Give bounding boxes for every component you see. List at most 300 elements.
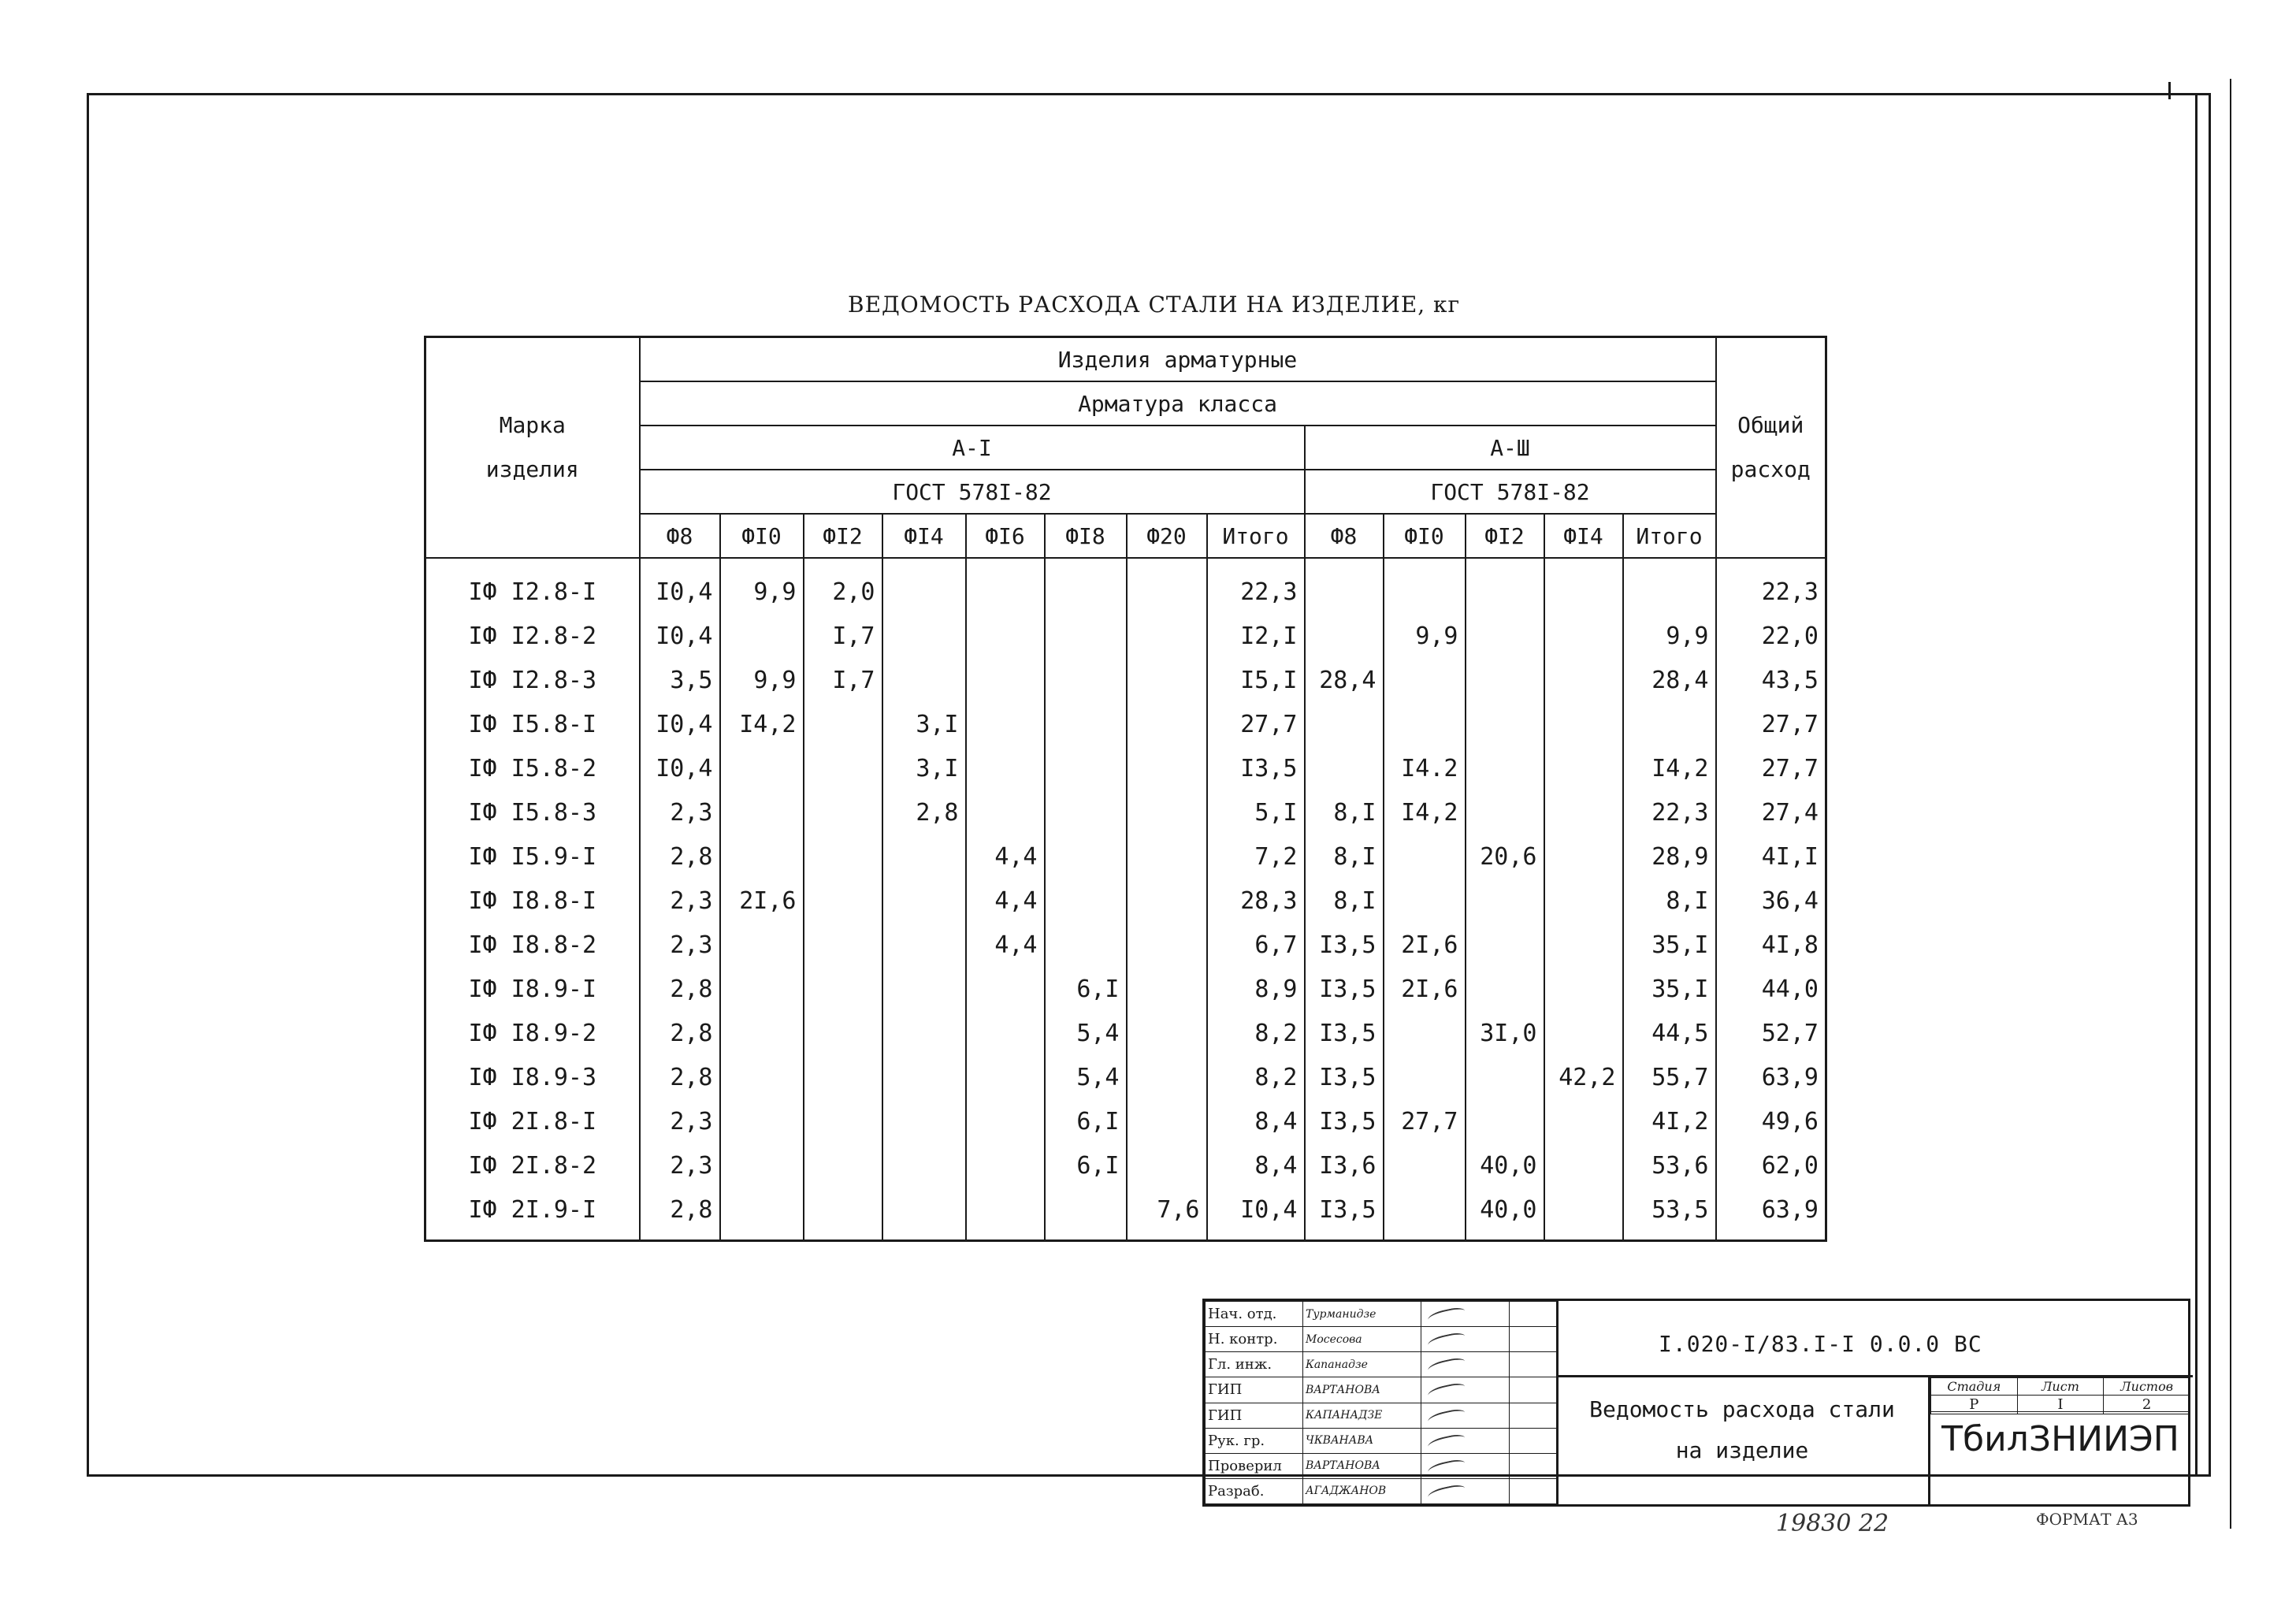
table-cell [1127, 1055, 1207, 1099]
table-cell: I3,5 [1305, 1187, 1384, 1241]
table-cell [1544, 790, 1623, 834]
table-cell: 3,I [882, 702, 966, 746]
table-cell: 2,8 [640, 967, 720, 1011]
table-cell [1127, 702, 1207, 746]
table-cell: 49,6 [1716, 1099, 1826, 1143]
diameter-header: ФI4 [1544, 514, 1623, 558]
table-cell: 28,4 [1623, 658, 1716, 702]
mark-cell: IФ I5.8-2 [425, 746, 640, 790]
table-cell [1544, 967, 1623, 1011]
table-cell [1127, 834, 1207, 879]
table-cell [804, 923, 882, 967]
table-cell [804, 1011, 882, 1055]
table-cell [966, 658, 1045, 702]
table-cell: 2,8 [640, 834, 720, 879]
table-cell [882, 834, 966, 879]
table-cell: 9,9 [1623, 614, 1716, 658]
table-cell: I4,2 [1384, 790, 1466, 834]
table-cell: I0,4 [1207, 1187, 1305, 1241]
table-cell: 63,9 [1716, 1055, 1826, 1099]
table-cell: 5,4 [1045, 1011, 1127, 1055]
table-cell: 2,8 [640, 1187, 720, 1241]
table-cell: I3,5 [1305, 967, 1384, 1011]
table-cell: 5,4 [1045, 1055, 1127, 1099]
table-cell: 22,3 [1623, 790, 1716, 834]
date-cell [1510, 1352, 1557, 1377]
table-cell [966, 967, 1045, 1011]
table-cell: I2,I [1207, 614, 1305, 658]
table-cell: 53,5 [1623, 1187, 1716, 1241]
table-cell: I4,2 [720, 702, 804, 746]
signer-role: ГИП [1206, 1377, 1303, 1403]
table-row [425, 790, 1826, 834]
signature-cell [1421, 1453, 1510, 1478]
table-cell [1045, 746, 1127, 790]
table-cell: 2,0 [804, 558, 882, 614]
table-cell [1623, 558, 1716, 614]
table-cell [1305, 558, 1384, 614]
diameter-header: ФI8 [1045, 514, 1127, 558]
table-cell [720, 1143, 804, 1187]
table-cell [1045, 834, 1127, 879]
table-cell: I0,4 [640, 614, 720, 658]
table-cell: 36,4 [1716, 879, 1826, 923]
table-cell: 22,3 [1716, 558, 1826, 614]
table-cell: 8,I [1305, 834, 1384, 879]
mark-cell: IФ I8.8-2 [425, 923, 640, 967]
table-cell [966, 790, 1045, 834]
date-cell [1510, 1403, 1557, 1428]
table-cell [1466, 1055, 1544, 1099]
table-cell [1127, 923, 1207, 967]
table-cell [1544, 614, 1623, 658]
table-row [425, 1055, 1826, 1099]
table-cell [1127, 1011, 1207, 1055]
signer-role: Разраб. [1206, 1478, 1303, 1503]
table-cell: I0,4 [640, 746, 720, 790]
table-cell: 8,I [1305, 790, 1384, 834]
table-row [425, 1187, 1826, 1241]
table-row [425, 834, 1826, 879]
table-cell [720, 1011, 804, 1055]
table-cell [804, 1055, 882, 1099]
table-cell [720, 1099, 804, 1143]
table-cell: 2,3 [640, 1099, 720, 1143]
table-cell [1045, 1187, 1127, 1241]
table-cell: I0,4 [640, 702, 720, 746]
header-mark: Марка изделия [425, 337, 640, 559]
table-cell [720, 790, 804, 834]
signer-name: АГАДЖАНОВ [1303, 1478, 1421, 1503]
table-cell: 4I,2 [1623, 1099, 1716, 1143]
table-cell: 8,2 [1207, 1055, 1305, 1099]
mark-cell: IФ 2I.8-I [425, 1099, 640, 1143]
table-cell [1127, 1143, 1207, 1187]
table-cell [882, 1143, 966, 1187]
table-cell: 2,3 [640, 879, 720, 923]
table-cell [1127, 746, 1207, 790]
sheet-value: I [2017, 1396, 2104, 1414]
signer-name: Турманидзе [1303, 1302, 1421, 1327]
table-cell: 27,7 [1384, 1099, 1466, 1143]
table-cell [966, 1187, 1045, 1241]
table-cell: 3,I [882, 746, 966, 790]
table-cell [1544, 1187, 1623, 1241]
signer-name: ЧКВАНАВА [1303, 1428, 1421, 1453]
table-cell [1466, 1099, 1544, 1143]
diameter-header: ФI6 [966, 514, 1045, 558]
table-cell [1544, 1099, 1623, 1143]
table-cell: 28,9 [1623, 834, 1716, 879]
table-cell: 3I,0 [1466, 1011, 1544, 1055]
date-cell [1510, 1478, 1557, 1503]
table-cell: I,7 [804, 658, 882, 702]
table-cell: I,7 [804, 614, 882, 658]
table-cell: 4I,8 [1716, 923, 1826, 967]
table-cell [1045, 558, 1127, 614]
mark-cell: IФ I5.8-3 [425, 790, 640, 834]
table-cell: 4,4 [966, 834, 1045, 879]
table-cell [1127, 879, 1207, 923]
signature-cell [1421, 1403, 1510, 1428]
table-cell [966, 1099, 1045, 1143]
table-cell [804, 1099, 882, 1143]
signer-name: ВАРТАНОВА [1303, 1377, 1421, 1403]
table-cell: 4,4 [966, 879, 1045, 923]
table-cell: 40,0 [1466, 1143, 1544, 1187]
title-block-divider [1556, 1301, 1559, 1504]
organization-name: ТбилЗНИИЭП [1930, 1411, 2190, 1459]
table-cell: 40,0 [1466, 1187, 1544, 1241]
table-cell [1045, 923, 1127, 967]
table-cell [966, 614, 1045, 658]
sheet-header: Лист [2017, 1378, 2104, 1396]
table-cell [804, 790, 882, 834]
page-title: ВЕДОМОСТЬ РАСХОДА СТАЛИ НА ИЗДЕЛИЕ, кг [848, 292, 1461, 318]
table-cell: 9,9 [720, 558, 804, 614]
table-cell [1466, 746, 1544, 790]
signer-role: Гл. инж. [1206, 1352, 1303, 1377]
table-cell: I5,I [1207, 658, 1305, 702]
table-cell: 62,0 [1716, 1143, 1826, 1187]
table-cell [1045, 614, 1127, 658]
table-cell: 3,5 [640, 658, 720, 702]
table-cell [1045, 790, 1127, 834]
diameter-header: ФI2 [804, 514, 882, 558]
table-cell [966, 1143, 1045, 1187]
signer-name: ВАРТАНОВА [1303, 1453, 1421, 1478]
table-cell [1466, 658, 1544, 702]
table-cell [1384, 702, 1466, 746]
signer-role: Рук. гр. [1206, 1428, 1303, 1453]
signer-row [1206, 1377, 1557, 1403]
table-cell [1544, 923, 1623, 967]
table-cell: 4,4 [966, 923, 1045, 967]
table-cell: 2I,6 [1384, 967, 1466, 1011]
header-class: Арматура класса [640, 381, 1716, 426]
table-cell: 52,7 [1716, 1011, 1826, 1055]
table-cell [966, 1055, 1045, 1099]
table-cell [804, 834, 882, 879]
date-cell [1510, 1327, 1557, 1352]
table-cell [1384, 558, 1466, 614]
table-row [425, 967, 1826, 1011]
table-cell: 2,8 [640, 1055, 720, 1099]
diameter-header: ФI4 [882, 514, 966, 558]
frame-border-line [2230, 79, 2231, 1529]
diameter-header: Итого [1623, 514, 1716, 558]
table-cell: 9,9 [1384, 614, 1466, 658]
stage-header: Стадия [1931, 1378, 2018, 1396]
table-cell [1045, 702, 1127, 746]
table-cell [720, 746, 804, 790]
signer-row [1206, 1403, 1557, 1428]
table-cell: I3,5 [1305, 1099, 1384, 1143]
sheets-header: Листов [2104, 1378, 2190, 1396]
header-total: Общий расход [1716, 337, 1826, 559]
table-cell [966, 558, 1045, 614]
table-cell [720, 834, 804, 879]
table-cell [1466, 702, 1544, 746]
table-cell: 6,I [1045, 967, 1127, 1011]
table-cell [882, 923, 966, 967]
table-cell: 8,9 [1207, 967, 1305, 1011]
diameter-header: Ф8 [640, 514, 720, 558]
diameter-header: Ф8 [1305, 514, 1384, 558]
steel-consumption-table [424, 336, 1827, 1242]
signer-name: Капанадзе [1303, 1352, 1421, 1377]
frame-border-line [2195, 93, 2198, 1477]
table-cell [804, 746, 882, 790]
table-row [425, 702, 1826, 746]
table-cell: 8,4 [1207, 1099, 1305, 1143]
diameter-header: ФI0 [720, 514, 804, 558]
signature-cell [1421, 1327, 1510, 1352]
header-class-a3: А-Ш [1305, 426, 1716, 470]
table-cell [720, 614, 804, 658]
document-name: Ведомость расхода стали на изделие [1589, 1396, 1895, 1463]
mark-cell: IФ I2.8-2 [425, 614, 640, 658]
signer-row [1206, 1302, 1557, 1327]
table-cell [720, 1055, 804, 1099]
stage-table [1930, 1377, 2190, 1414]
table-cell [804, 967, 882, 1011]
table-cell: 2,3 [640, 923, 720, 967]
table-cell: 2,3 [640, 1143, 720, 1187]
table-cell [804, 1187, 882, 1241]
table-cell: 6,7 [1207, 923, 1305, 967]
diameter-header: Ф20 [1127, 514, 1207, 558]
signer-role: Н. контр. [1206, 1327, 1303, 1352]
table-cell: 9,9 [720, 658, 804, 702]
table-cell [882, 879, 966, 923]
table-cell: I3,6 [1305, 1143, 1384, 1187]
table-cell: 7,6 [1127, 1187, 1207, 1241]
table-cell [1305, 614, 1384, 658]
mark-cell: IФ I5.8-I [425, 702, 640, 746]
table-cell [1544, 658, 1623, 702]
table-cell [804, 702, 882, 746]
table-cell [1384, 879, 1466, 923]
diameter-header: Итого [1207, 514, 1305, 558]
table-cell [1127, 1099, 1207, 1143]
table-row [425, 658, 1826, 702]
signer-name: КАПАНАДЗЕ [1303, 1403, 1421, 1428]
table-cell: 44,0 [1716, 967, 1826, 1011]
table-cell: 28,3 [1207, 879, 1305, 923]
table-cell [882, 1099, 966, 1143]
table-cell: I3,5 [1207, 746, 1305, 790]
table-cell [1544, 746, 1623, 790]
table-cell [1127, 790, 1207, 834]
table-cell: 8,4 [1207, 1143, 1305, 1187]
table-cell [966, 1011, 1045, 1055]
table-cell [1466, 790, 1544, 834]
stage-value: Р [1931, 1396, 2018, 1414]
table-cell: 27,4 [1716, 790, 1826, 834]
table-cell [1384, 1187, 1466, 1241]
table-cell [1466, 879, 1544, 923]
mark-cell: IФ I5.9-I [425, 834, 640, 879]
table-cell: I0,4 [640, 558, 720, 614]
signer-role: Проверил [1206, 1453, 1303, 1478]
table-cell: 22,0 [1716, 614, 1826, 658]
table-cell [1544, 702, 1623, 746]
table-cell: 44,5 [1623, 1011, 1716, 1055]
table-row [425, 879, 1826, 923]
date-cell [1510, 1302, 1557, 1327]
signature-cell [1421, 1428, 1510, 1453]
frame-tick [2168, 82, 2171, 99]
table-cell: 53,6 [1623, 1143, 1716, 1187]
mark-cell: IФ I8.9-3 [425, 1055, 640, 1099]
mark-cell: IФ I8.9-I [425, 967, 640, 1011]
table-cell: I3,5 [1305, 1055, 1384, 1099]
table-cell [1305, 702, 1384, 746]
mark-cell: IФ I8.8-I [425, 879, 640, 923]
table-cell: 27,7 [1207, 702, 1305, 746]
signer-role: ГИП [1206, 1403, 1303, 1428]
table-cell [720, 923, 804, 967]
table-cell [1466, 923, 1544, 967]
table-row [425, 1099, 1826, 1143]
date-cell [1510, 1428, 1557, 1453]
table-cell: 35,I [1623, 967, 1716, 1011]
table-cell [1544, 558, 1623, 614]
table-cell: 2I,6 [720, 879, 804, 923]
table-cell [1544, 1143, 1623, 1187]
table-cell [1384, 1055, 1466, 1099]
signature-cell [1421, 1302, 1510, 1327]
mark-cell: IФ I2.8-3 [425, 658, 640, 702]
table-cell: I3,5 [1305, 1011, 1384, 1055]
header-group: Изделия арматурные [640, 337, 1716, 382]
table-cell [1544, 879, 1623, 923]
table-cell [1544, 1011, 1623, 1055]
table-cell: I4.2 [1384, 746, 1466, 790]
table-cell: 35,I [1623, 923, 1716, 967]
signer-name: Мосесова [1303, 1327, 1421, 1352]
table-cell [882, 967, 966, 1011]
table-cell [882, 1011, 966, 1055]
table-cell: 27,7 [1716, 746, 1826, 790]
signer-row [1206, 1352, 1557, 1377]
table-cell [966, 702, 1045, 746]
table-cell: 8,I [1623, 879, 1716, 923]
table-cell: 28,4 [1305, 658, 1384, 702]
table-cell: 4I,I [1716, 834, 1826, 879]
table-cell [1384, 658, 1466, 702]
signature-cell [1421, 1377, 1510, 1403]
table-cell: 2I,6 [1384, 923, 1466, 967]
table-cell [804, 879, 882, 923]
signer-row [1206, 1327, 1557, 1352]
table-cell: 22,3 [1207, 558, 1305, 614]
signer-row [1206, 1453, 1557, 1478]
table-row [425, 558, 1826, 614]
diameter-header: ФI0 [1384, 514, 1466, 558]
signature-cell [1421, 1478, 1510, 1503]
table-cell: 8,2 [1207, 1011, 1305, 1055]
table-cell [1466, 614, 1544, 658]
sheets-value: 2 [2104, 1396, 2190, 1414]
table-cell: 8,I [1305, 879, 1384, 923]
table-cell [1127, 967, 1207, 1011]
table-cell [1127, 658, 1207, 702]
diameter-header: ФI2 [1466, 514, 1544, 558]
table-cell [1384, 1143, 1466, 1187]
table-cell: 7,2 [1207, 834, 1305, 879]
table-cell [882, 1055, 966, 1099]
table-cell [882, 1187, 966, 1241]
sheet-format: ФОРМАТ А3 [2036, 1510, 2138, 1529]
table-cell [1623, 702, 1716, 746]
signers-table [1205, 1301, 1557, 1504]
signers-body [1206, 1302, 1557, 1504]
table-cell [882, 558, 966, 614]
table-header [425, 337, 1826, 559]
table-cell: 27,7 [1716, 702, 1826, 746]
table-cell [804, 1143, 882, 1187]
signer-role: Нач. отд. [1206, 1302, 1303, 1327]
table-cell: 63,9 [1716, 1187, 1826, 1241]
date-cell [1510, 1377, 1557, 1403]
table-row [425, 746, 1826, 790]
table-body [425, 558, 1826, 1241]
table-cell: I3,5 [1305, 923, 1384, 967]
table-cell: 2,8 [882, 790, 966, 834]
mark-cell: IФ 2I.8-2 [425, 1143, 640, 1187]
table-row [425, 614, 1826, 658]
signer-row [1206, 1428, 1557, 1453]
table-cell: 2,3 [640, 790, 720, 834]
table-cell [1544, 834, 1623, 879]
date-cell [1510, 1453, 1557, 1478]
table-cell [1466, 558, 1544, 614]
table-cell [1045, 879, 1127, 923]
table-cell [1384, 834, 1466, 879]
signer-row [1206, 1478, 1557, 1503]
header-gost-a3: ГОСТ 578I-82 [1305, 470, 1716, 514]
table-cell [1466, 967, 1544, 1011]
table-cell: 6,I [1045, 1143, 1127, 1187]
mark-cell: IФ I8.9-2 [425, 1011, 640, 1055]
header-class-a1: А-I [640, 426, 1305, 470]
document-code: I.020-I/83.I-I 0.0.0 ВС [1659, 1331, 1982, 1357]
table-cell [1384, 1011, 1466, 1055]
signature-cell [1421, 1352, 1510, 1377]
table-cell [720, 1187, 804, 1241]
